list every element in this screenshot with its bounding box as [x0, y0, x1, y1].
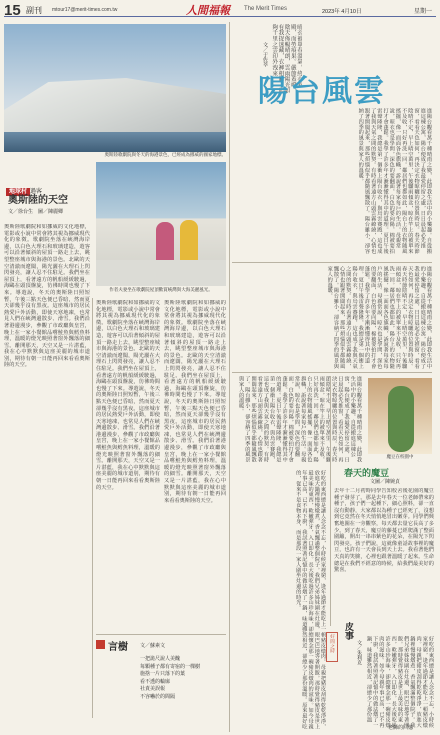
feature-body-middle: 進陽台觀看萬千種晴雨之變，此即我生活中的小樂趣。自從搬進這棟公寓，陽台便成了我最愛停留之處，日日晨起必先推窗，看看天色如何，再決定衣物晾曬的位置與時辰。春天時節陰晴不定，早上晴空萬里，午後驟雨傾盆，晾在竿上的被單來不及收，只好再洗一回。鄰居們也都如此，陽台上的衣物隨風搖擺，像一面面各色旗幟，訴說著每家每戶的生活。母親常說，晾衣也是學問，深色的要翻面，白色的要向陽，棉被要拍打才會蓬鬆。我學了許多年才漸漸懂得其中的道理。夏日午後雷聲隆隆，我總是第一個衝上陽台收衣，與烏雲賽跑，這也成了我與天氣之間的默契。有時看著遠方山頭雲霧繚繞，心情也跟著開闊起來，那些煩惱似乎都隨風飄散了。陽台雖小，卻容納了四季的風景與家人的溫暖。 — [326, 266, 432, 369]
photo2-caption: 作者夫妻坐在歌劇院屋頂歡賞峽灣與大海美麗風光。 — [109, 288, 213, 293]
travel-body-col3: 奧斯陸歌劇院和如挪威的文化地標，電影或小說中常會將其視為挪威現代化的象徵。歌劇院坐落在峽灣海岸邊，以白色大理石和玻璃建造，遊客可以沿著傾斜的屋頂一路走上去，眺望整座城市與海港的景色。北歐的天空清澈而遼闊，陽光灑在大理石上閃閃發亮，讓人忍不住駐足。我們坐在屋頂上，看著遠方的帆船緩緩駛過，海鷗在頭頂盤旋，彷彿時間也慢了下來。導遊說，冬天的奧斯陸日照短暫，午後三點天色便已昏暗，然而夏天卻幾乎沒有黑夜。這座城市的居民熱愛戶外活動，即使天寒地凍，也常見人們在峽灣邊散步、滑雪。我們沿著港邊漫步，參觀了市政廳與皇宮，晚上在一家小餐館品嚐鮭魚與鱈魚料理，溫暖的燈光映照著窗外飄落的細雪。離開那天，天空又是一片湛藍，我在心中默默與這座美麗的城市道別，期待有朝一日能再回來看看奧斯陸的天空。 — [164, 300, 226, 504]
person-right — [180, 220, 198, 262]
column-title: 皮事 — [343, 622, 353, 640]
opera-building — [4, 54, 226, 134]
couple-photo — [96, 162, 226, 286]
paper-logo: 人間福報 — [186, 4, 230, 17]
travel-badge: 地球村 — [6, 188, 30, 196]
poem-byline: 文／蘇素文 — [140, 643, 166, 649]
page-header — [4, 3, 436, 17]
person-left — [156, 222, 174, 262]
poem-line: 不容嚇於的間隔 — [140, 693, 176, 700]
poem-line: 社責美誤報 — [140, 686, 166, 692]
roof-surface — [96, 260, 226, 286]
bean-vine — [388, 386, 414, 452]
travel-body-col1: 奧斯陸歌劇院和如挪威的文化地標，電影或小說中常會將其視為挪威現代化的象徵。歌劇院坐落在峽灣海岸邊，以白色大理石和玻璃建造，遊客可以沿著傾斜的屋頂一路走上去，眺望整座城市與海港的景色。北歐的天空清澈而遼闊，陽光灑在大理石上閃閃發亮，讓人忍不住駐足。我們坐在屋頂上，看著遠方的帆船緩緩駛過，海鷗在頭頂盤旋，彷彿時間也慢了下來。導遊說，冬天的奧斯陸日照短暫，午後三點天色便已昏暗，然而夏天卻幾乎沒有黑夜。這座城市的居民熱愛戶外活動，即使天寒地凍，也常見人們在峽灣邊散步、滑雪。我們沿著港邊漫步，參觀了市政廳與皇宮，晚上在一家小餐館品嚐鮭魚與鱈魚料理，溫暖的燈光映照著窗外飄落的細雪。離開那天，天空又是一片湛藍，我在心中默默與這座美麗的城市道別，期待有朝一日能再回來看看奧斯陸的天空。 — [4, 224, 90, 369]
harbor-water — [4, 132, 226, 152]
travel-badge-suffix: 過客 — [30, 188, 43, 195]
feature-divider — [232, 262, 432, 263]
column-rule-left — [229, 22, 230, 732]
poem-icon — [96, 640, 105, 649]
column-body: 好吃的東西總是讓人念念不忘，小時候家裡窮，逢年過節才能吃上一頓豬皮燉肉。母親把豬皮刮得乾乾淨淨，放進大鍋裡慢慢燉煮，香氣飄滿整個院子。我們兄弟姊妹圍在灶邊，眼巴巴地等著開飯。那時覺得豬皮是世上最美味的東西，軟嫩彈牙，入口即化。長大後吃過許多山珍海味，卻總懷念那一碗豬皮燉肉的滋味。如今母親年事已高，已不再下廚，我試著照著記憶中的做法燉了一鍋，味道雖然相近，卻總少了那份溫暖。原來最好吃的，從來不是食物本身，而是那段一家人圍坐灶邊的時光。 — [295, 470, 326, 730]
issue-date: 2023年 4月10日 — [322, 9, 362, 15]
poem-lines — [140, 656, 226, 701]
column-body-right: 好吃的東西總是讓人念念不忘，小時候家裡窮，逢年過節才能吃上一頓豬皮燉肉。母親把豬皮刮得乾乾淨淨，放進大鍋裡慢慢燉煮，香氣飄滿整個院子。我們兄弟姊妹圍在灶邊，眼巴巴地等著開飯。那時覺得豬皮是世上最美味的東西，軟嫩彈牙，入口即化。長大後吃過許多山珍海味，卻總懷念那一碗豬皮燉肉的滋味。如今母親年事已高，已不再下廚，我試著照著記憶中的做法燉了一鍋，味道雖然相近，卻總少了那份溫 — [366, 636, 434, 728]
magic-bean-photo — [368, 378, 432, 454]
feature-body-upper: 進陽台觀看萬千種晴雨之變，此即我生活中的小樂趣。自從搬進這棟公寓，陽台便成了我最愛停留之處，日日晨起必先推窗，看看天色如何，再決定衣物晾曬的位置與時辰。春天時節陰晴不定，早上晴空萬里，午後驟雨傾盆，晾在竿上的被單來不及收，只好再洗一回。鄰居們也都如此，陽台上的衣物隨風搖擺，像一面面各色旗幟，訴說著每家每戶的生活。母親常說，晾衣也是學問，深色的要翻面，白色的要向陽，棉被要拍打才會蓬鬆。我學了許多年才漸漸懂得其中的道理。夏日午後雷聲隆隆，我總是第一個衝上陽台收衣，與烏雲賽跑，這也成了我與天氣之間的默契。有時看著遠方山頭雲霧繚繞，心情也跟著開闊起來，那些煩惱似乎都隨風飄散了。陽台雖小，卻容納了四季的風景與家人的溫暖。 — [357, 108, 432, 254]
section-name: 副刊 — [26, 6, 42, 15]
feature-divider-2 — [232, 372, 432, 373]
poem-divider — [96, 634, 226, 635]
travel-body-col2: 奧斯陸歌劇院和如挪威的文化地標，電影或小說中常會將其視為挪威現代化的象徵。歌劇院坐落在峽灣海岸邊，以白色大理石和玻璃建造，遊客可以沿著傾斜的屋頂一路走上去，眺望整座城市與海港的景色。北歐的天空清澈而遼闊，陽光灑在大理石上閃閃發亮，讓人忍不住駐足。我們坐在屋頂上，看著遠方的帆船緩緩駛過，海鷗在頭頂盤旋，彷彿時間也慢了下來。導遊說，冬天的奧斯陸日照短暫，午後三點天色便已昏暗，然而夏天卻幾乎沒有黑夜。這座城市的居民熱愛戶外活動，即使天寒地凍，也常見人們在峽灣邊散步、滑雪。我們沿著港邊漫步，參觀了市政廳與皇宮，晚上在一家小餐館品嚐鮭魚與鱈魚料理，溫暖的燈光映照著窗外飄落的細雪。離開那天，天空又是一片湛藍，我在心中默默與這座美麗的城市道別，期待有朝一日能再回來看看奧斯陸的天空。 — [96, 300, 160, 491]
photo1-caption: 奧斯陸歌劇院與冬天的海港景色，已經成為挪威的國家地標。 — [104, 153, 226, 158]
paper-logo-en: The Merit Times — [244, 6, 288, 12]
travel-byline: 文／徐台生 圖／陳麗卿 — [8, 209, 64, 215]
poem-line: 看不透的輪廓 — [140, 678, 171, 685]
feature-standfirst: 晴衣被單春溫氣，終衣外殿，而勞痕果。嚴節蓋嚐，陰天佈暢晴朗，雲雨陽光如有我捉迷藏，衣褲相關，能夠千里之雲印外洩來。 — [271, 24, 302, 94]
spring-title: 春天的魔豆 — [344, 469, 390, 479]
photo3-caption: 魔豆在校園中 — [386, 455, 414, 460]
spring-body: 去年十二月初時同學告知校舍後花園的魔豆種子發芽了。那是去年春天一位老師帶來的種子，孩子們一起種下，細心照料，卻一直沒有動靜，大家都以為種子已經死了，沒想到它竟然在冬天悄悄地冒出嫩芽。同學們興奮地圍在一旁觀察，每天都去量它長高了多少。到了春天，魔豆的藤蔓已經爬滿了整面圍籬，開出一串串紫色的花朵，在陽光下閃閃發亮。孩子們說，這就像童話故事裡的魔豆，也許有一天會長到天上去。我看著他們天真的笑臉，心裡也跟著溫暖了起來。生命總是在我們不經意的時候，給我們最美好的驚喜。 — [334, 488, 434, 574]
column-footer: 老師的回憶 — [388, 725, 414, 731]
opera-house-photo — [4, 24, 226, 152]
feature-byline: 文／于佐莘 — [262, 42, 268, 67]
column-badge-box — [326, 632, 338, 662]
poem-title: 言樹 — [108, 642, 128, 653]
travel-title: 奧斯陸的天空 — [8, 195, 68, 206]
column-rule-mid — [92, 298, 93, 718]
feature-body-lower: 進陽台觀看萬千種晴雨之變，此即我生活中的小樂趣。自從搬進這棟公寓，陽台便成了我最愛停留之處，日日晨起必先推窗，看看天色如何，再決定衣物晾曬的位置與時辰。春天時節陰晴不定，早上晴空萬里，午後驟雨傾盆，晾在竿上的被單來不及收，只好再洗一回。鄰居們也都如此，陽台上的衣物隨風搖擺，像一面面各色旗幟，訴說著每家每戶的生活。母親常說，晾衣也是學問，深色的要翻面，白色的要向陽，棉被要拍打才會蓬鬆。我學了許多年才漸漸懂得其中的道理。夏日午後雷聲隆隆，我總是第一個衝上陽台收衣，與烏雲賽跑，這也成了我與天氣之間的默契。有時看著遠方山頭雲霧繚繞，心情也跟著開闊起來，那些煩惱似乎都隨風飄散了。陽台雖小，卻容納了四季的風景與家人的溫暖。 — [238, 376, 362, 463]
poem-line: 每顆種子都有寄宿的一棵樹 — [140, 663, 201, 670]
poem-line: 一把詭尺說人美醜 — [140, 656, 181, 662]
issue-weekday: 星期一 — [414, 8, 433, 15]
poem-line: 施捨一片只落下的葉 — [140, 671, 186, 677]
column-byline: 文／朱利克 — [356, 640, 362, 665]
contact-email[interactable]: mtour17@merit-times.com.tw — [52, 7, 118, 13]
column-badge: 好閒之時 — [329, 634, 334, 654]
column-rule-right — [330, 376, 331, 626]
page-number: 15 — [4, 2, 21, 19]
spring-byline: 文圖／陳婉貞 — [370, 479, 401, 485]
feature-title: 陽台風雲 — [258, 74, 386, 109]
